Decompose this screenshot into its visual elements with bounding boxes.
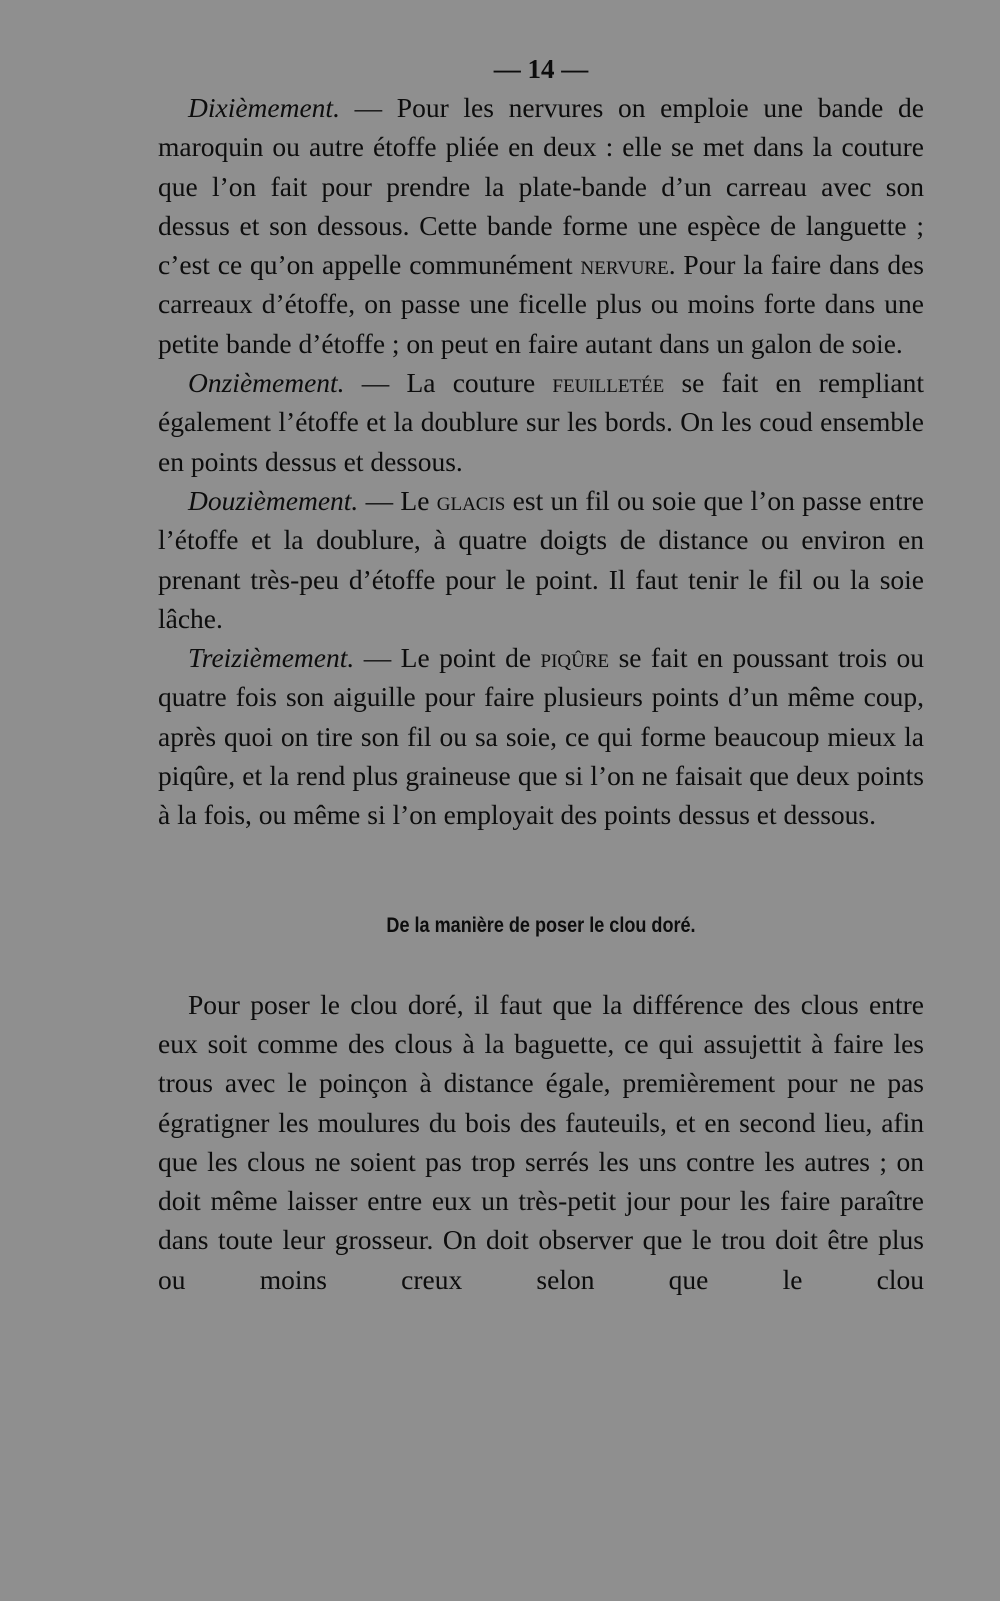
term-small-caps: feuilletée bbox=[552, 367, 665, 399]
paragraph-text: — Le bbox=[358, 484, 437, 516]
paragraph-text: . Pour la faire dans des carreaux d’étoffe, on passe une ficelle plus ou moins forte dans une petite bande d’étoffe ; on peut en faire autant dans un galon de soie. bbox=[158, 249, 924, 359]
paragraph-text: se fait en rempliant également l’étoffe et la doublure sur les bords. On les coud ensemble en points dessus et dessous. bbox=[158, 367, 924, 477]
paragraph-onziemement bbox=[158, 363, 924, 481]
paragraph-treiziemement bbox=[158, 638, 924, 834]
page-number: — 14 — bbox=[493, 54, 589, 84]
paragraph-text: est un fil ou soie que l’on passe entre l’étoffe et la doublure, à quatre doigts de distance ou environ en prenant très-peu d’étoffe pour le point. Il faut tenir le fil ou la soie lâche. bbox=[158, 484, 924, 634]
paragraph-lead: Douzièmement. bbox=[188, 484, 359, 516]
paragraph-lead: Treizièmement. bbox=[188, 642, 355, 674]
paragraph-lead: Dixièmement. bbox=[188, 92, 340, 123]
term-small-caps: piqûre bbox=[540, 642, 610, 674]
paragraph-lead: Onzièmement. bbox=[188, 367, 345, 399]
paragraph-text: se fait en poussant trois ou quatre fois son aiguille pour faire plusieurs points d’un même coup, après quoi on tire son fil ou sa soie, ce qui forme beaucoup mieux la piqûre, et la rend plus graineuse que si l’on ne faisait que deux points à la fois, ou même si l’on employait des points dessus et dessous. bbox=[158, 642, 924, 831]
paragraph-clou-dore: Pour poser le clou doré, il faut que la différence des clous entre eux soit comme des clous à la baguette, ce qui assujettit à faire les trous avec le poinçon à distance égale, premièrement pour ne pas égratigner les moulures du bois des fauteuils, et en second lieu, afin que les clous ne soient pas trop serrés les uns contre les autres ; on doit même laisser entre eux un très-petit jour pour les faire paraître dans toute leur grosseur. On doit observer que le trou doit être plus ou moins creux selon que le clou bbox=[158, 988, 924, 1295]
term-small-caps: glacis bbox=[436, 484, 506, 516]
paragraph-text: — La couture bbox=[344, 367, 553, 399]
term-small-caps: nervure bbox=[580, 249, 669, 281]
page bbox=[158, 50, 924, 1299]
section-title: De la manière de poser le clou doré. bbox=[386, 913, 696, 937]
paragraph-douziemement bbox=[158, 481, 924, 638]
paragraph-text: — Le point de bbox=[354, 642, 541, 674]
paragraph-text: — Pour les nervures on emploie une bande de maroquin ou autre étoffe pliée en deux : elle se met dans la couture que l’on fait pour prendre la plate-bande d’un carreau avec son dessus et son dessous. Cette bande forme une espèce de languette ; c’est ce qu’on appelle communément bbox=[158, 92, 924, 281]
paragraph-dixiemement bbox=[158, 88, 924, 363]
